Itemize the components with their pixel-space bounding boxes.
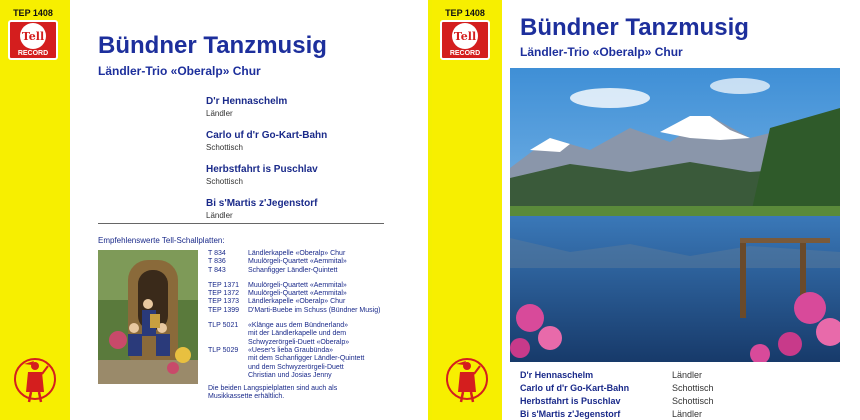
william-tell-mascot-icon: [14, 352, 56, 406]
track-title: Carlo uf d'r Go-Kart-Bahn: [206, 130, 328, 141]
back-cover: [0, 0, 428, 420]
catalog-row: T 836 Muulörgeli-Quartett «Aemmital»: [208, 258, 347, 266]
track-title: Bi s'Martis z'Jegenstorf: [206, 198, 318, 209]
front-track-list: [520, 370, 820, 420]
recommendations-catalog: [208, 250, 408, 402]
front-album-title: Bündner Tanzmusig: [520, 14, 749, 41]
catalog-row: TLP 5021 «Klänge aus dem Bündnerland»: [208, 322, 349, 330]
track-item: [206, 130, 406, 152]
recommendations-heading: Empfehlenswerte Tell-Schallplatten:: [98, 236, 225, 245]
track-title: D'r Hennaschelm: [206, 96, 288, 107]
alpine-lake-photo: [510, 68, 840, 362]
front-track-item: Carlo uf d'r Go-Kart-Bahn Schottisch: [520, 383, 714, 393]
catalog-row: TLP 5029 «Ueser's lieba Graubünda»: [208, 346, 334, 354]
back-label-logo: [8, 8, 58, 60]
catalog-row: Christian und Josias Jenny: [248, 371, 332, 379]
back-album-title: Bündner Tanzmusig: [98, 32, 327, 59]
track-style: Ländler: [206, 211, 233, 220]
front-track-item: Bi s'Martis z'Jegenstorf Ländler: [520, 409, 703, 419]
front-track-item: D'r Hennaschelm Ländler: [520, 370, 703, 380]
front-label-logo: [440, 8, 490, 60]
catalog-row: mit der Ländlerkapelle und dem: [248, 330, 347, 338]
track-style: Schottisch: [206, 143, 243, 152]
record-label-text: RECORD: [449, 50, 481, 57]
front-catalog-number: TEP 1408: [445, 8, 485, 18]
back-catalog-number: TEP 1408: [13, 8, 53, 18]
track-style: Schottisch: [206, 177, 243, 186]
tell-logo-icon: [8, 20, 58, 60]
william-tell-mascot-icon: [446, 352, 488, 406]
track-title: Herbstfahrt is Puschlav: [206, 164, 318, 175]
cassette-footnote: Die beiden Langspielplatten sind auch als Musikkassette erhältlich.: [208, 385, 338, 401]
front-track-item: Herbstfahrt is Puschlav Schottisch: [520, 396, 714, 406]
front-artist-name: Ländler-Trio «Oberalp» Chur: [520, 45, 683, 59]
catalog-row: TEP 1372 Muulörgeli-Quartett «Aemmital»: [208, 290, 347, 298]
tell-logo-icon: [440, 20, 490, 60]
back-divider: [98, 223, 384, 224]
catalog-row: mit dem Schanfigger Ländler-Quintett: [248, 355, 365, 363]
tell-logo-text: Tell: [453, 29, 477, 43]
catalog-row: T 834 Ländlerkapelle «Oberalp» Chur: [208, 250, 346, 257]
catalog-row: T 843 Schanfigger Ländler-Quintett: [208, 266, 338, 274]
band-photo: [98, 250, 198, 384]
record-label-text: RECORD: [17, 50, 49, 57]
catalog-row: und dem Schwyzerörgeli-Duett: [248, 363, 344, 371]
catalog-row: TEP 1371 Muulörgeli-Quartett «Aemmital»: [208, 281, 347, 289]
catalog-row: TEP 1399 D'Marti-Buebe im Schuss (Bündner Musig): [208, 306, 381, 314]
track-item: [206, 164, 406, 186]
track-item: [206, 96, 406, 118]
track-style: Ländler: [206, 109, 233, 118]
back-track-list: [206, 96, 406, 232]
catalog-row: TEP 1373 Ländlerkapelle «Oberalp» Chur: [208, 298, 346, 306]
track-item: [206, 198, 406, 220]
back-artist-name: Ländler-Trio «Oberalp» Chur: [98, 64, 261, 78]
tell-logo-text: Tell: [21, 29, 45, 43]
catalog-row: Schwyzerörgeli-Duett «Oberalp»: [248, 338, 350, 346]
